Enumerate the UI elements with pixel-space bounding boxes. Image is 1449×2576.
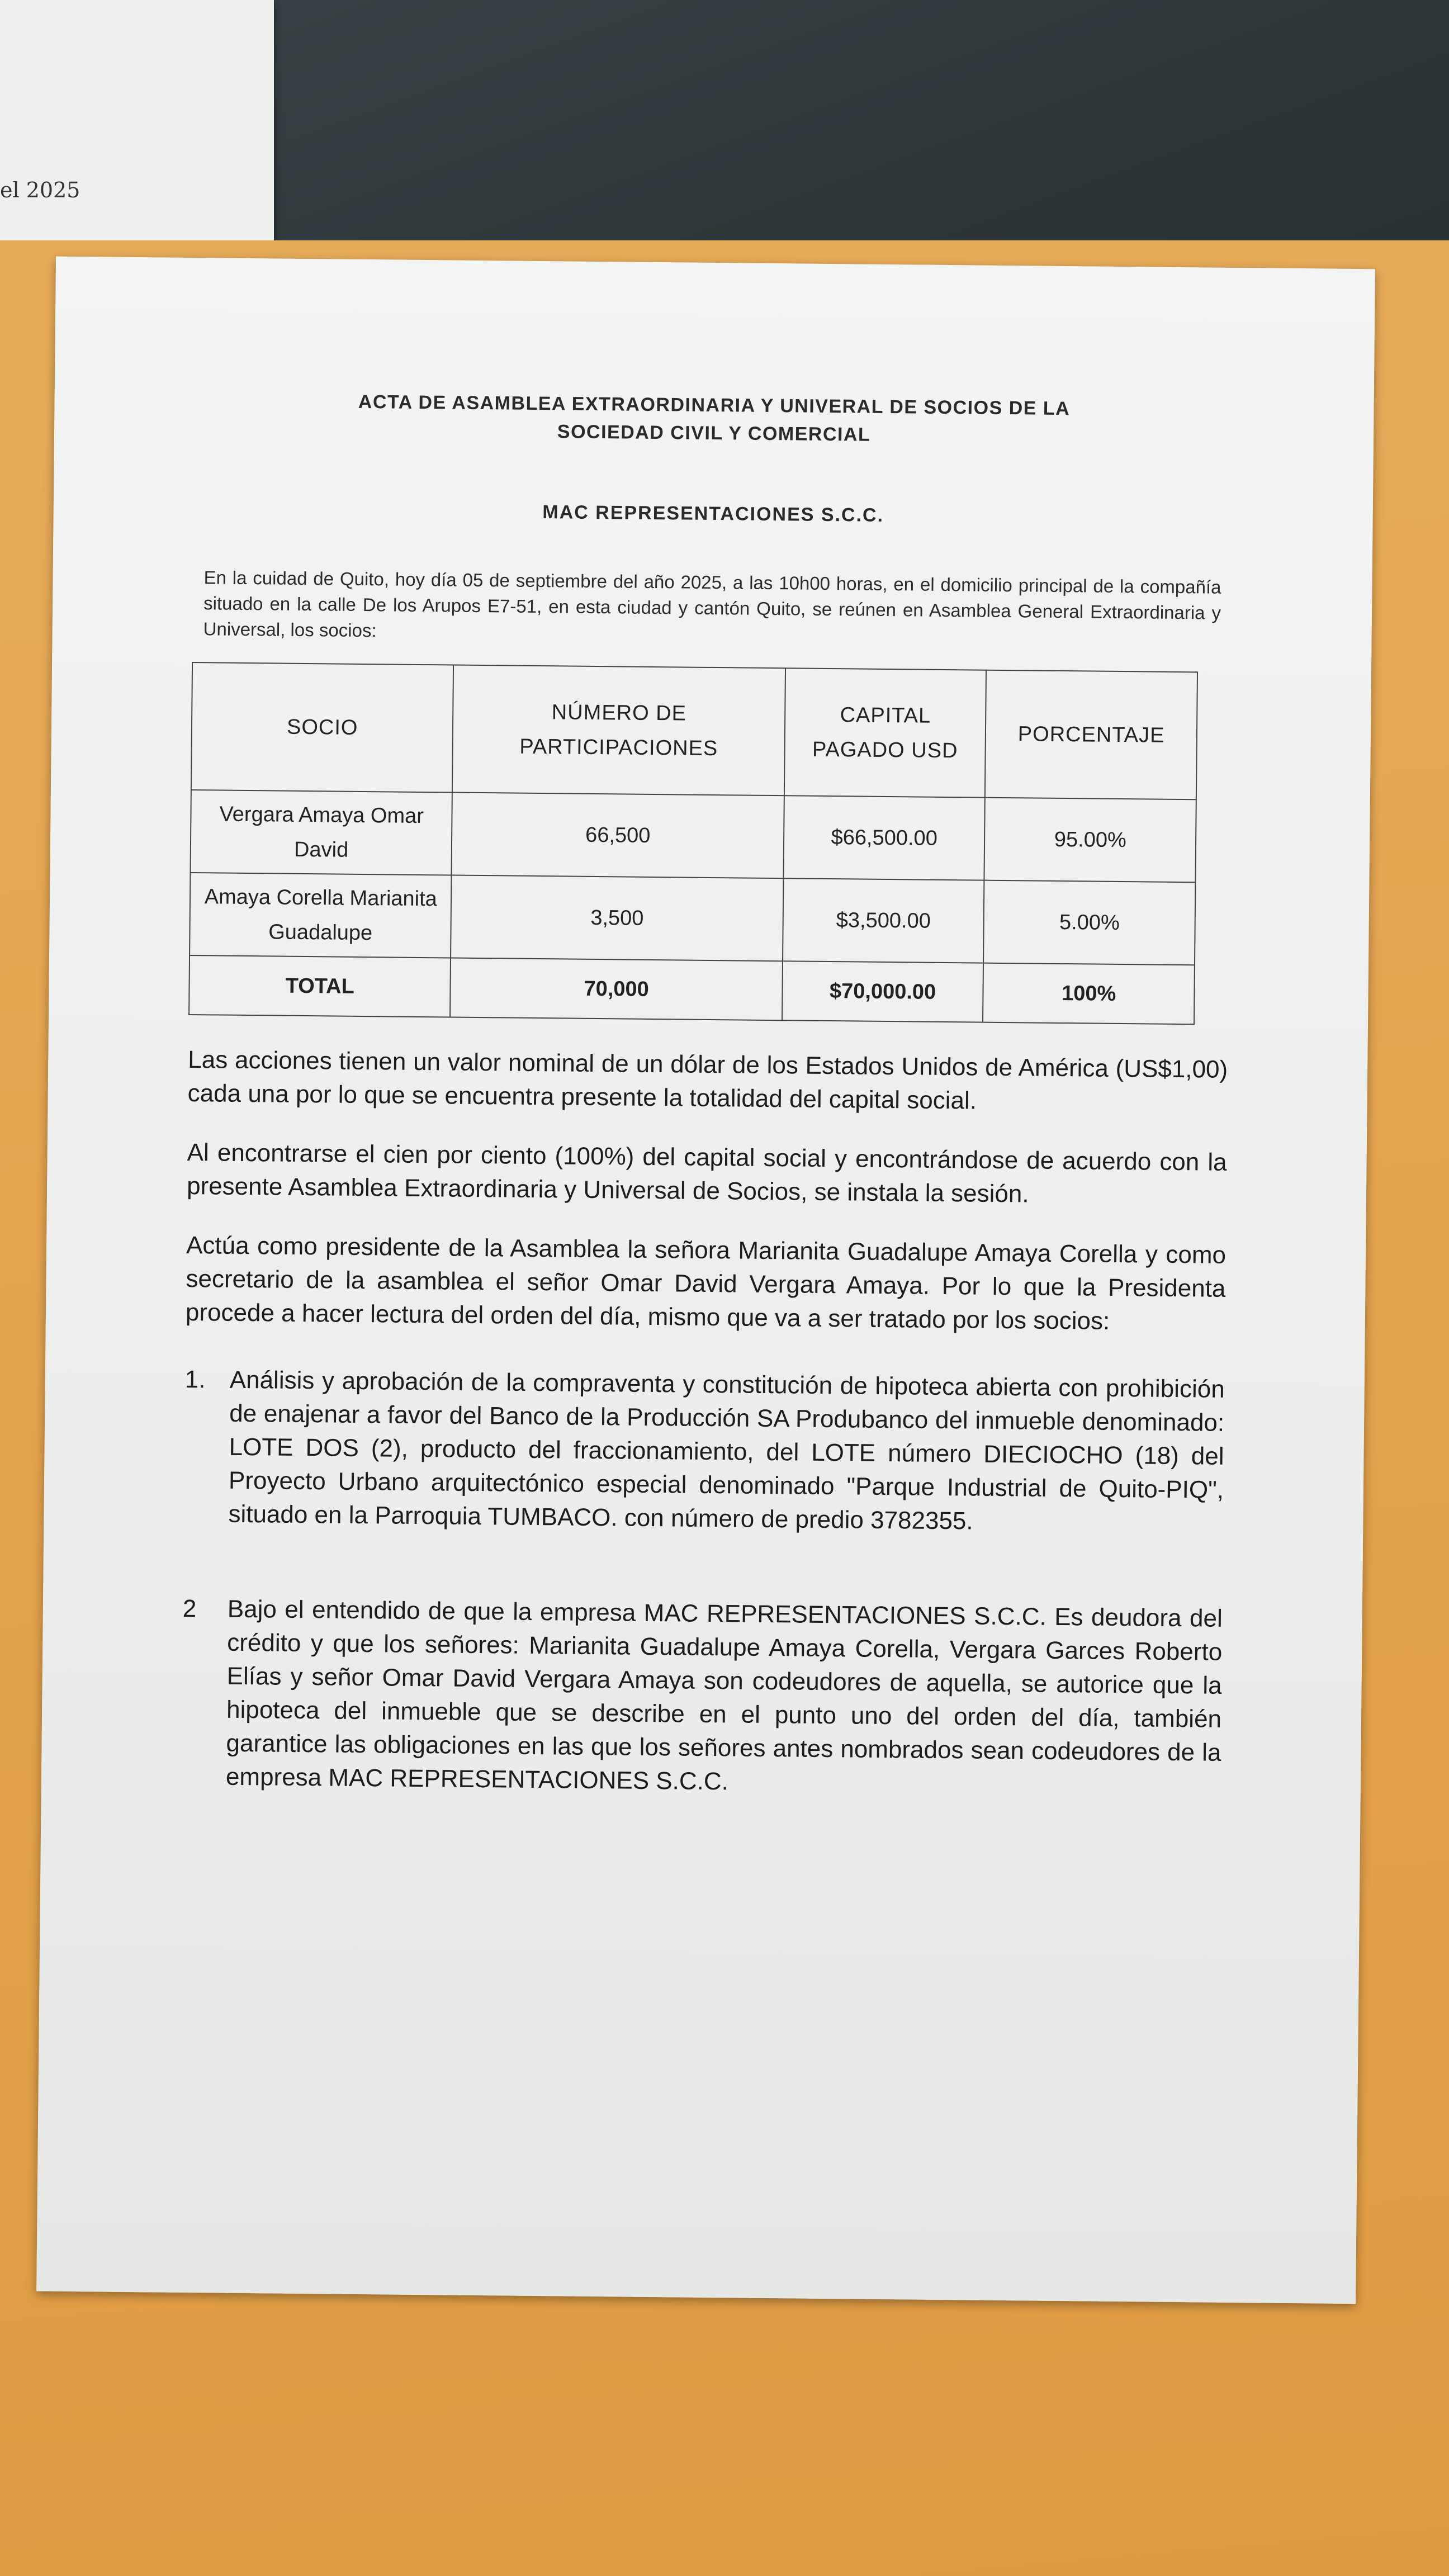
company-name: MAC REPRESENTACIONES S.C.C. xyxy=(542,501,884,526)
header-capital: CAPITAL PAGADO USD xyxy=(784,668,987,797)
paragraph-officers: Actúa como presidente de la Asamblea la señora Marianita Guadalupe Amaya Corella y como secretario de la asamblea el señor Omar David Vergara Amaya. Por lo que la Presidenta procede a hacer lectura del orden del día, mismo que va a ser tratado por los socios: xyxy=(185,1231,1227,1335)
cell-capital: $3,500.00 xyxy=(783,878,984,963)
paragraph-quorum: Al encontrarse el cien por ciento (100%) del capital social y encontrándose de acuerdo con la presente Asamblea Extraordinaria y Universal de Socios, se instala la sesión. xyxy=(186,1139,1227,1208)
agenda-item-number: 1. xyxy=(184,1365,206,1394)
agenda-item-text: Bajo el entendido de que la empresa MAC REPRESENTACIONES S.C.C. Es deudora del crédito y que los señores: Marianita Guadalupe Amaya Corella, Vergara Garces Roberto Elías y señor Omar David Vergara Amaya son codeudores de aquella, se autorice que la hipoteca del inmueble que se describe en el punto uno del orden del día, también garantice las obligaciones en las que los señores antes nombrados sean codeudores de la empresa MAC REPRESENTACIONES S.C.C. xyxy=(225,1595,1223,1796)
agenda-item-1 xyxy=(183,1363,1225,1541)
cell-porcentaje: 5.00% xyxy=(983,880,1195,965)
cell-participaciones: 3,500 xyxy=(451,875,784,962)
title-line-2: SOCIEDAD CIVIL Y COMERCIAL xyxy=(557,421,871,446)
cell-socio: Vergara Amaya Omar David xyxy=(190,790,452,875)
total-participaciones: 70,000 xyxy=(450,958,782,1021)
cell-porcentaje: 95.00% xyxy=(984,798,1196,883)
table-total-row xyxy=(189,955,1195,1024)
paragraph-nominal-value: Las acciones tienen un valor nominal de un dólar de los Estados Unidos de América (US$1,00) cada una por lo que se encuentra presente la totalidad del capital social. xyxy=(187,1046,1228,1115)
document-body xyxy=(181,1043,1228,1803)
document-content xyxy=(181,386,1234,1803)
agenda-item-text: Análisis y aprobación de la compraventa y constitución de hipoteca abierta con prohibición de enajenar a favor del Banco de la Producción SA Produbanco del inmueble denominado: LOTE DOS (2), producto del fraccionamiento, del LOTE número DIECIOCHO (18) del Proyecto Urbano arquitectónico especial denominado "Parque Industrial de Quito-PIQ", situado en la Parroquia TUMBACO. con número de predio 3782355. xyxy=(228,1366,1225,1535)
header-participaciones: NÚMERO DE PARTICIPACIONES xyxy=(452,665,785,796)
partners-table xyxy=(188,662,1198,1025)
table-row xyxy=(190,873,1195,965)
table-header-row xyxy=(191,662,1197,799)
cell-socio: Amaya Corella Marianita Guadalupe xyxy=(190,873,452,958)
table-row xyxy=(190,790,1196,882)
header-porcentaje: PORCENTAJE xyxy=(985,670,1197,800)
agenda-item-2 xyxy=(181,1592,1223,1803)
total-label: TOTAL xyxy=(189,955,451,1017)
total-porcentaje: 100% xyxy=(983,963,1195,1025)
background-sheet-text: el 2025 xyxy=(0,178,80,202)
document-page xyxy=(36,257,1375,2304)
cell-participaciones: 66,500 xyxy=(452,793,784,879)
document-title xyxy=(194,386,1234,452)
background-sheet xyxy=(0,0,274,268)
total-capital: $70,000.00 xyxy=(782,961,984,1022)
intro-paragraph: En la cuidad de Quito, hoy día 05 de septiembre del año 2025, a las 10h00 horas, en el domicilio principal de la compañía situado en la calle De los Arupos E7-51, en esta ciudad y cantón Quito, se reúnen en Asamblea General Extraordinaria y Universal, los socios: xyxy=(203,567,1221,641)
header-socio: SOCIO xyxy=(191,662,454,792)
agenda-item-number: 2 xyxy=(182,1594,197,1623)
title-line-1: ACTA DE ASAMBLEA EXTRAORDINARIA Y UNIVERAL DE SOCIOS DE LA xyxy=(358,391,1071,420)
cell-capital: $66,500.00 xyxy=(783,795,985,880)
